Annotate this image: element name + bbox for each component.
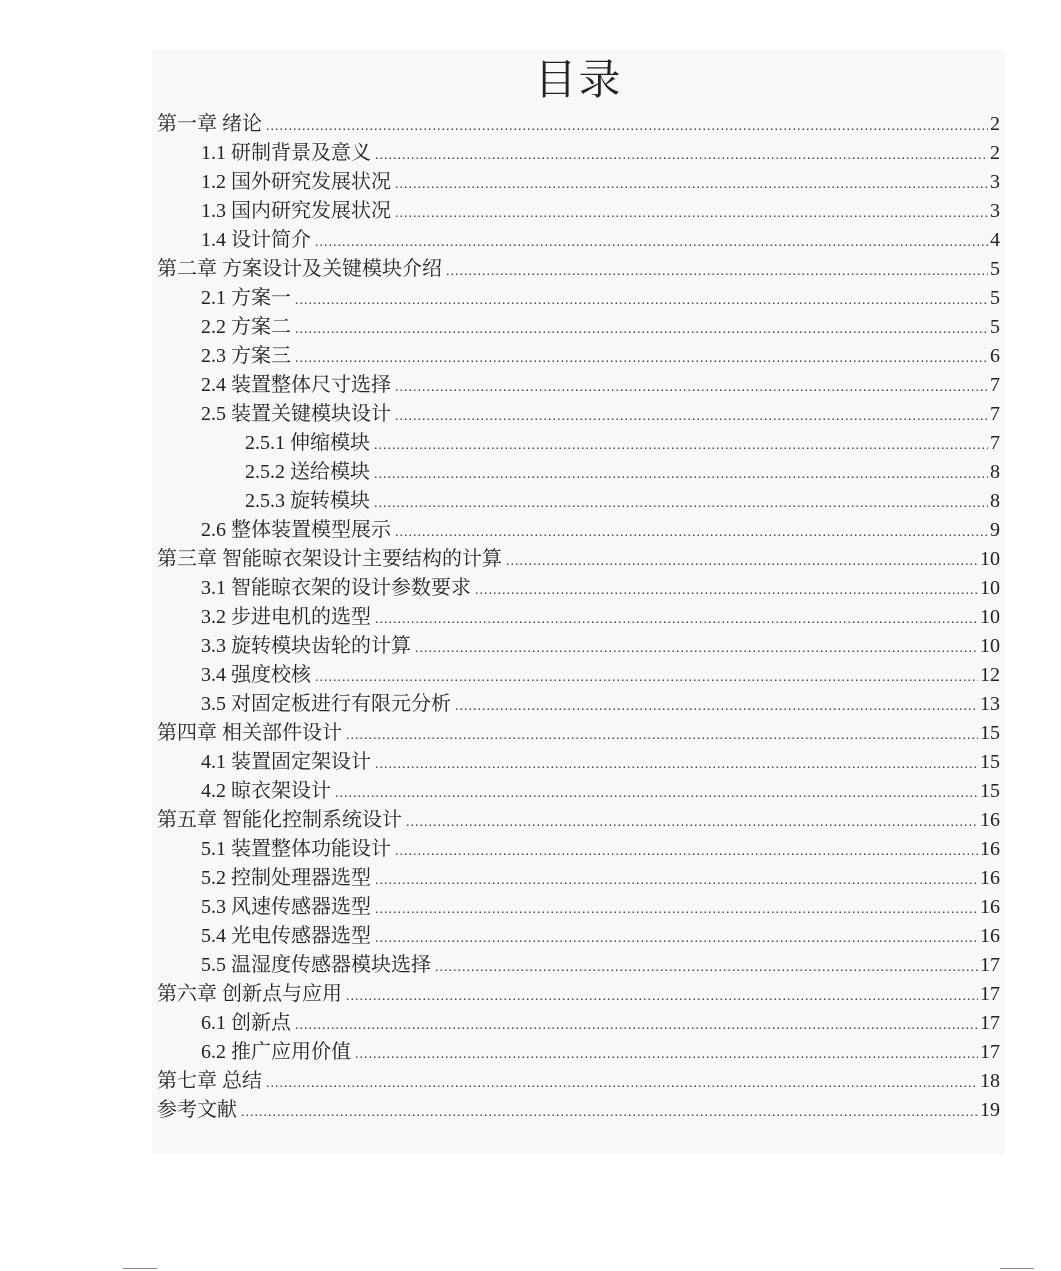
toc-entry-page: 2 xyxy=(990,142,1000,164)
dot-leader xyxy=(374,460,988,489)
dot-leader xyxy=(335,779,978,808)
toc-entry-label: 第五章 智能化控制系统设计 xyxy=(157,809,402,831)
toc-entry[interactable] xyxy=(157,400,1000,429)
toc-entry-label: 3.5 对固定板进行有限元分析 xyxy=(201,693,451,715)
toc-entry[interactable] xyxy=(157,574,1000,603)
toc-entry-label: 参考文献 xyxy=(157,1099,237,1121)
toc-entry-label: 第三章 智能晾衣架设计主要结构的计算 xyxy=(157,548,502,570)
toc-entry-label: 5.4 光电传感器选型 xyxy=(201,925,371,947)
toc-entry-label: 5.5 温湿度传感器模块选择 xyxy=(201,954,431,976)
toc-entry-page: 16 xyxy=(980,896,1000,918)
toc-entry-page: 5 xyxy=(990,287,1000,309)
toc-entry-page: 10 xyxy=(980,577,1000,599)
toc-entry-label: 1.2 国外研究发展状况 xyxy=(201,171,391,193)
toc-entry-label: 2.2 方案二 xyxy=(201,316,291,338)
toc-entry-page: 7 xyxy=(990,374,1000,396)
dot-leader xyxy=(315,228,988,257)
toc-entry-label: 2.5.1 伸缩模块 xyxy=(245,432,370,454)
toc-entry[interactable] xyxy=(157,487,1000,516)
toc-entry[interactable] xyxy=(157,951,1000,980)
dot-leader xyxy=(374,431,988,460)
toc-entry-label: 第二章 方案设计及关键模块介绍 xyxy=(157,258,442,280)
toc-entry-label: 6.1 创新点 xyxy=(201,1012,291,1034)
toc-entry-label: 6.2 推广应用价值 xyxy=(201,1041,351,1063)
toc-entry-label: 第六章 创新点与应用 xyxy=(157,983,342,1005)
toc-entry[interactable] xyxy=(157,864,1000,893)
toc-entry[interactable] xyxy=(157,226,1000,255)
dot-leader xyxy=(295,286,988,315)
toc-entry[interactable] xyxy=(157,661,1000,690)
toc-entry-label: 1.3 国内研究发展状况 xyxy=(201,200,391,222)
dot-leader xyxy=(266,112,988,141)
toc-entry-page: 19 xyxy=(980,1099,1000,1121)
dot-leader xyxy=(375,750,978,779)
dot-leader xyxy=(374,489,988,518)
dot-leader xyxy=(375,895,978,924)
toc-entry-label: 2.6 整体装置模型展示 xyxy=(201,519,391,541)
toc-entry-page: 16 xyxy=(980,867,1000,889)
toc-entry[interactable] xyxy=(157,545,1000,574)
crop-mark-left xyxy=(123,1268,157,1269)
toc-entry-page: 4 xyxy=(990,229,1000,251)
toc-entry[interactable] xyxy=(157,835,1000,864)
dot-leader xyxy=(395,837,978,866)
toc-entry-page: 17 xyxy=(980,1041,1000,1063)
toc-entry[interactable] xyxy=(157,458,1000,487)
toc-entry-page: 7 xyxy=(990,403,1000,425)
toc-entry[interactable] xyxy=(157,139,1000,168)
dot-leader xyxy=(295,1011,978,1040)
toc-entry-page: 13 xyxy=(980,693,1000,715)
dot-leader xyxy=(395,518,988,547)
dot-leader xyxy=(295,344,988,373)
dot-leader xyxy=(375,141,988,170)
dot-leader xyxy=(406,808,978,837)
toc-entry-label: 2.3 方案三 xyxy=(201,345,291,367)
dot-leader xyxy=(346,721,978,750)
toc-entry-page: 3 xyxy=(990,200,1000,222)
toc-entry[interactable] xyxy=(157,748,1000,777)
toc-entry[interactable] xyxy=(157,429,1000,458)
dot-leader xyxy=(241,1098,978,1127)
toc-entry[interactable] xyxy=(157,1038,1000,1067)
toc-entry-page: 10 xyxy=(980,606,1000,628)
toc-entry-label: 2.5.2 送给模块 xyxy=(245,461,370,483)
toc-entry[interactable] xyxy=(157,603,1000,632)
dot-leader xyxy=(346,982,978,1011)
toc-entry-label: 2.5 装置关键模块设计 xyxy=(201,403,391,425)
toc-entry-label: 2.4 装置整体尺寸选择 xyxy=(201,374,391,396)
toc-entry-page: 16 xyxy=(980,809,1000,831)
table-of-contents xyxy=(157,110,1000,1125)
dot-leader xyxy=(395,402,988,431)
toc-entry[interactable] xyxy=(157,255,1000,284)
toc-entry-page: 17 xyxy=(980,954,1000,976)
toc-entry[interactable] xyxy=(157,1067,1000,1096)
toc-entry[interactable] xyxy=(157,284,1000,313)
toc-entry[interactable] xyxy=(157,342,1000,371)
toc-entry-page: 5 xyxy=(990,258,1000,280)
dot-leader xyxy=(415,634,978,663)
dot-leader xyxy=(395,373,988,402)
toc-entry[interactable] xyxy=(157,893,1000,922)
toc-entry[interactable] xyxy=(157,806,1000,835)
dot-leader xyxy=(355,1040,978,1069)
toc-entry-label: 第七章 总结 xyxy=(157,1070,262,1092)
toc-entry-label: 3.4 强度校核 xyxy=(201,664,311,686)
toc-entry-label: 2.5.3 旋转模块 xyxy=(245,490,370,512)
dot-leader xyxy=(435,953,978,982)
toc-entry[interactable] xyxy=(157,516,1000,545)
toc-entry-page: 12 xyxy=(980,664,1000,686)
toc-entry-label: 5.3 风速传感器选型 xyxy=(201,896,371,918)
toc-entry-label: 3.2 步进电机的选型 xyxy=(201,606,371,628)
dot-leader xyxy=(475,576,978,605)
toc-entry-page: 2 xyxy=(990,113,1000,135)
toc-entry-page: 16 xyxy=(980,838,1000,860)
toc-entry-page: 9 xyxy=(990,519,1000,541)
toc-entry-page: 7 xyxy=(990,432,1000,454)
toc-entry-page: 3 xyxy=(990,171,1000,193)
toc-entry[interactable] xyxy=(157,197,1000,226)
toc-entry-page: 15 xyxy=(980,751,1000,773)
dot-leader xyxy=(375,866,978,895)
toc-entry-page: 15 xyxy=(980,780,1000,802)
toc-entry[interactable] xyxy=(157,371,1000,400)
toc-entry-label: 4.1 装置固定架设计 xyxy=(201,751,371,773)
toc-entry-page: 8 xyxy=(990,461,1000,483)
toc-entry[interactable] xyxy=(157,168,1000,197)
toc-entry[interactable] xyxy=(157,690,1000,719)
toc-entry[interactable] xyxy=(157,922,1000,951)
toc-entry[interactable] xyxy=(157,980,1000,1009)
toc-entry-page: 16 xyxy=(980,925,1000,947)
toc-entry-page: 15 xyxy=(980,722,1000,744)
dot-leader xyxy=(315,663,978,692)
toc-entry-page: 18 xyxy=(980,1070,1000,1092)
toc-entry[interactable] xyxy=(157,1009,1000,1038)
dot-leader xyxy=(375,924,978,953)
toc-entry-label: 1.1 研制背景及意义 xyxy=(201,142,371,164)
toc-entry-label: 第四章 相关部件设计 xyxy=(157,722,342,744)
dot-leader xyxy=(446,257,988,286)
crop-mark-right xyxy=(1000,1268,1034,1269)
dot-leader xyxy=(395,170,988,199)
dot-leader xyxy=(395,199,988,228)
toc-entry-label: 1.4 设计简介 xyxy=(201,229,311,251)
toc-entry-page: 17 xyxy=(980,983,1000,1005)
toc-entry[interactable] xyxy=(157,719,1000,748)
toc-entry-page: 5 xyxy=(990,316,1000,338)
dot-leader xyxy=(295,315,988,344)
toc-entry-page: 6 xyxy=(990,345,1000,367)
dot-leader xyxy=(506,547,978,576)
toc-title: 目录 xyxy=(534,58,623,104)
dot-leader xyxy=(266,1069,978,1098)
toc-entry-page: 10 xyxy=(980,548,1000,570)
toc-entry-page: 17 xyxy=(980,1012,1000,1034)
toc-entry[interactable] xyxy=(157,632,1000,661)
toc-entry[interactable] xyxy=(157,110,1000,139)
toc-entry[interactable] xyxy=(157,313,1000,342)
toc-entry-label: 3.1 智能晾衣架的设计参数要求 xyxy=(201,577,471,599)
dot-leader xyxy=(375,605,978,634)
toc-entry-label: 第一章 绪论 xyxy=(157,113,262,135)
toc-entry-label: 2.1 方案一 xyxy=(201,287,291,309)
dot-leader xyxy=(455,692,978,721)
toc-entry-label: 3.3 旋转模块齿轮的计算 xyxy=(201,635,411,657)
toc-entry[interactable] xyxy=(157,1096,1000,1125)
toc-entry-label: 4.2 晾衣架设计 xyxy=(201,780,331,802)
toc-entry-page: 10 xyxy=(980,635,1000,657)
toc-entry-label: 5.1 装置整体功能设计 xyxy=(201,838,391,860)
toc-entry-label: 5.2 控制处理器选型 xyxy=(201,867,371,889)
toc-entry[interactable] xyxy=(157,777,1000,806)
toc-entry-page: 8 xyxy=(990,490,1000,512)
